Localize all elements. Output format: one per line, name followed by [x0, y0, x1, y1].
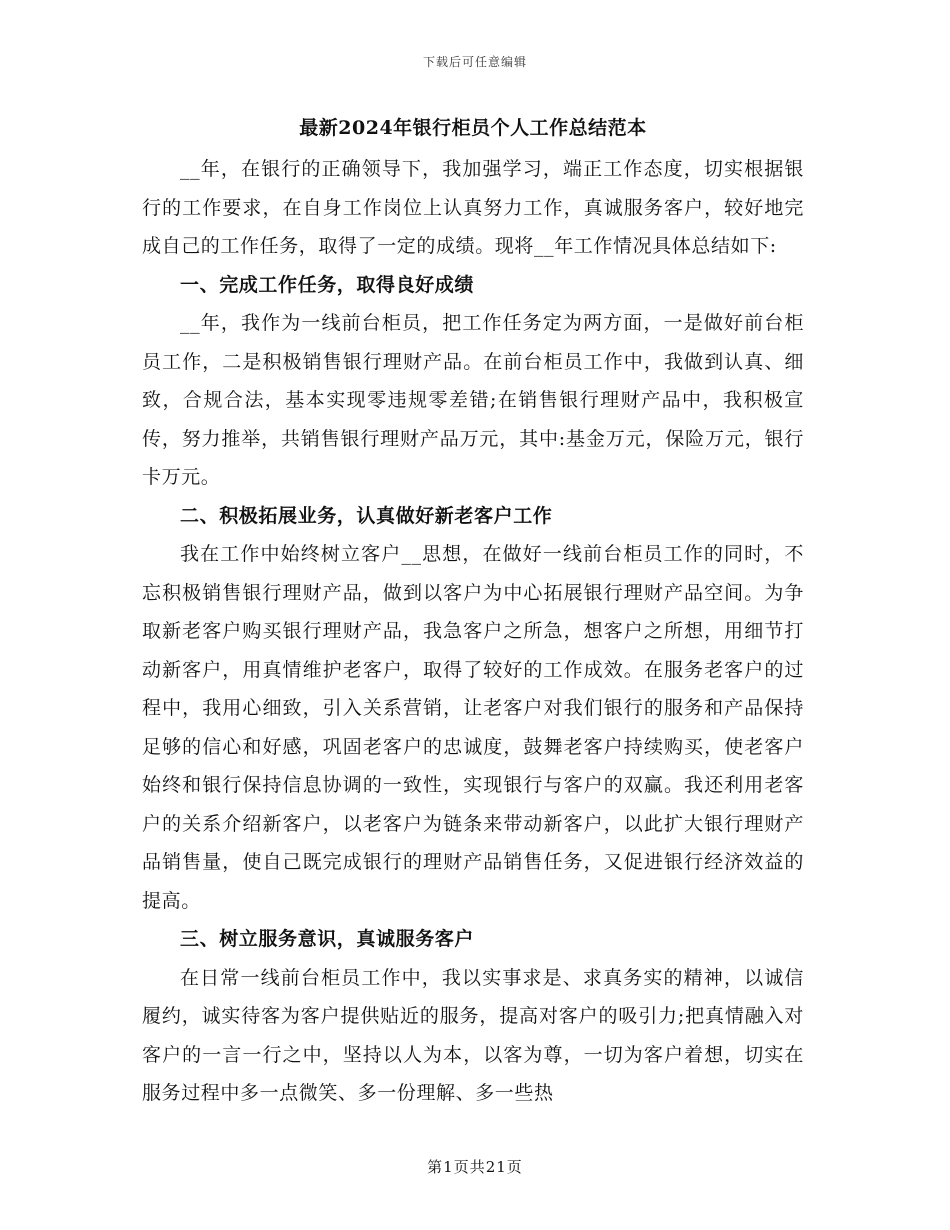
section-heading-3: 三、树立服务意识，真诚服务客户 — [180, 928, 475, 950]
section-paragraph-2: 我在工作中始终树立客户__思想，在做好一线前台柜员工作的同时，不忘积极销售银行理财产品，做到以客户为中心拓展银行理财产品空间。为争取新老客户购买银行理财产品，我急客户之所急，想客户之所想，用细节打动新客户，用真情维护老客户，取得了较好的工作成效。在服务老客户的过程中，我用心细致，引入关系营销，让老客户对我们银行的服务和产品保持足够的信心和好感，巩固老客户的忠诚度，鼓舞老客户持续购买，使老客户始终和银行保持信息协调的一致性，实现银行与客户的双赢。我还利用老客户的关系介绍新客户，以老客户为链条来带动新客户，以此扩大银行理财产品销售量，使自己既完成银行的理财产品销售任务，又促进银行经济效益的提高。 — [142, 543, 804, 912]
section-paragraph-1: __年，我作为一线前台柜员，把工作任务定为两方面，一是做好前台柜员工作，二是积极销售银行理财产品。在前台柜员工作中，我做到认真、细致，合规合法，基本实现零违规零差错;在销售银行理财产品中，我积极宣传，努力推举，共销售银行理财产品万元，其中:基金万元，保险万元，银行卡万元。 — [142, 312, 804, 488]
section-heading-1: 一、完成工作任务，取得良好成绩 — [180, 273, 475, 296]
document-body — [142, 110, 804, 1113]
header-note: 下载后可任意编辑 — [422, 55, 527, 69]
intro-paragraph: __年，在银行的正确领导下，我加强学习，端正工作态度，切实根据银行的工作要求，在自身工作岗位上认真努力工作，真诚服务客户，较好地完成自己的工作任务，取得了一定的成绩。现将__年工作情况具体总结如下: — [142, 158, 804, 257]
section-heading-2: 二、积极拓展业务，认真做好新老客户工作 — [180, 504, 553, 527]
document-title: 最新2024年银行柜员个人工作总结范本 — [299, 117, 647, 139]
section-paragraph-3: 在日常一线前台柜员工作中，我以实事求是、求真务实的精神，以诚信履约，诚实待客为客户提供贴近的服务，提高对客户的吸引力;把真情融入对客户的一言一行之中，坚持以人为本，以客为尊，一切为客户着想，切实在服务过程中多一点微笑、多一份理解、多一些热 — [142, 966, 804, 1104]
page-number-footer: 第1页共21页 — [427, 1158, 523, 1176]
